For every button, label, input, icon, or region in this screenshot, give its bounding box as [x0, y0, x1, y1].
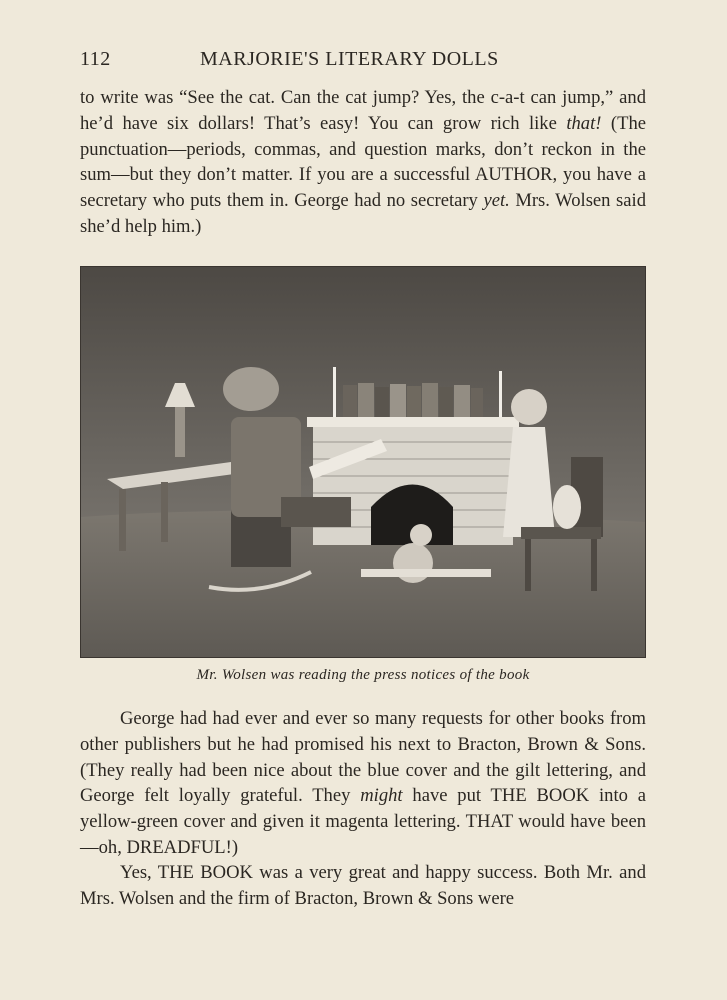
paragraph-2-part-a: George had had ever and ever so many requests for other books from other publishers but he had promised his next to Bracton, Brown & Sons. (They really had been nice about the blue cover and the gilt lettering, and George felt loyally grateful. They: [80, 708, 646, 807]
page-header: [80, 48, 646, 74]
running-head: MARJORIE'S LITERARY DOLLS: [200, 48, 499, 70]
photo-illustration: [80, 266, 646, 658]
paragraph-1-italic-that: that!: [566, 112, 602, 134]
paragraph-2-part-c: have put THE BOOK into a yellow-green cover and given it magenta lettering. THAT would have been—oh, DREADFUL!): [80, 785, 647, 858]
paragraph-1-part-a: to write was “See the cat. Can the cat jump? Yes, the c-a-t can jump,” and he’d have six dollars! That’s easy! You can grow rich like: [80, 87, 646, 134]
figure-caption: Mr. Wolsen was reading the press notices of the book: [196, 667, 530, 683]
page-number: 112: [80, 48, 111, 70]
paragraph-1: [80, 85, 646, 240]
paragraph-1-part-e: Mrs. Wolsen said she’d help him.): [80, 190, 647, 237]
paragraph-3: Yes, THE BOOK was a very great and happy success. Both Mr. and Mrs. Wolsen and the firm of Bracton, Brown & Sons were: [80, 862, 646, 909]
doll-scene-photo: [81, 267, 645, 657]
paragraph-1-italic-yet: yet.: [483, 190, 510, 212]
paragraph-1-part-c: (The punctuation—periods, commas, and question marks, don’t reckon in the sum—but they don’t matter. If you are a successful AUTHOR, you have a secretary who puts them in. George had no secretary: [80, 112, 646, 212]
paragraph-2-italic-might: might: [360, 785, 403, 807]
paragraph-2: [80, 706, 646, 861]
books-on-mantel: [343, 383, 483, 417]
